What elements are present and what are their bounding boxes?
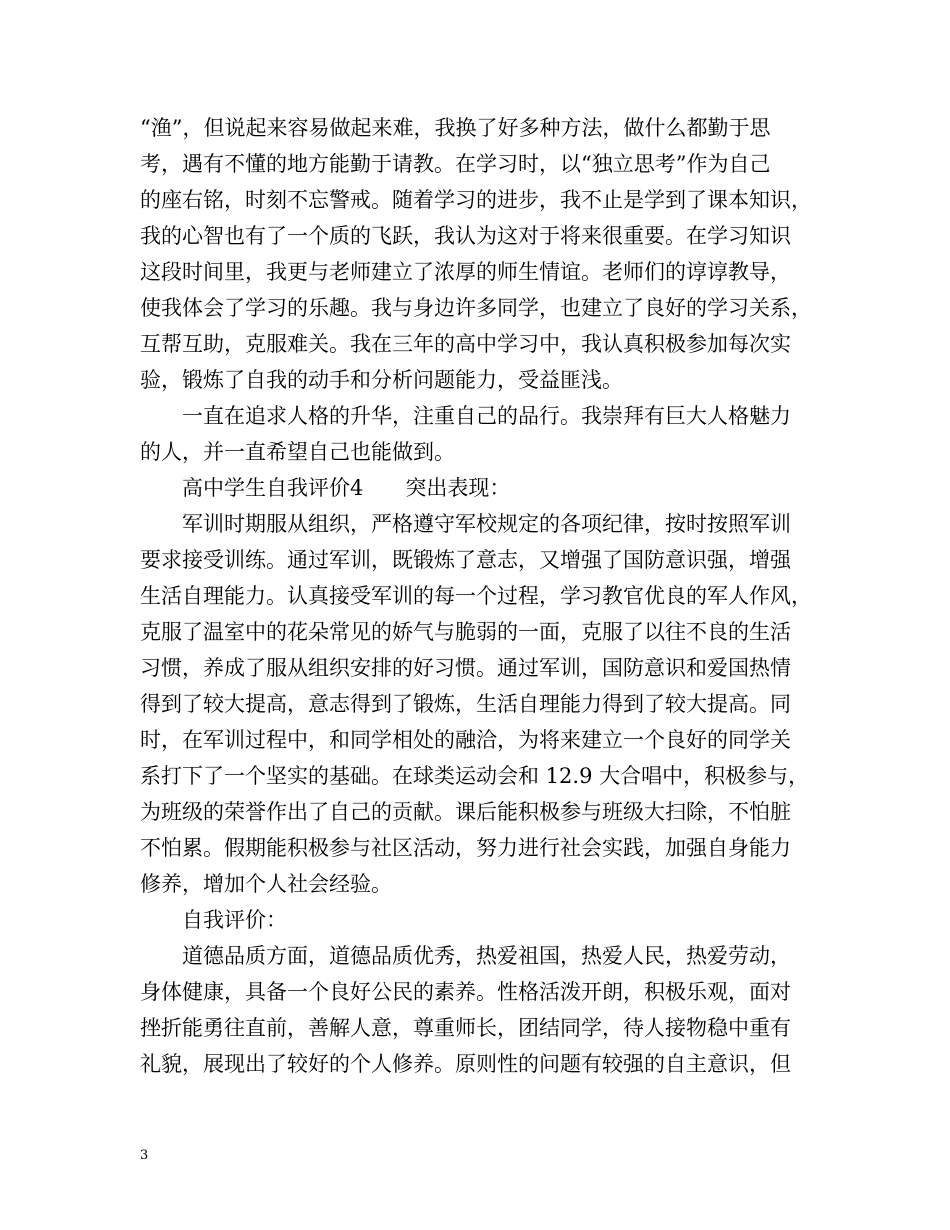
section-heading: 高中学生自我评价4 突出表现： (182, 476, 511, 500)
text-line: 的座右铭，时刻不忘警戒。随着学习的进步，我不止是学到了课本知识， (140, 188, 812, 212)
text-line: 我的心智也有了一个质的飞跃，我认为这对于将来很重要。在学习知识 (140, 224, 791, 248)
text-line: 时，在军训过程中，和同学相处的融洽，为将来建立一个良好的同学关 (140, 728, 791, 752)
text-line: 为班级的荣誉作出了自己的贡献。课后能积极参与班级大扫除，不怕脏 (140, 800, 791, 824)
text-line: 不怕累。假期能积极参与社区活动，努力进行社会实践，加强自身能力 (140, 836, 791, 860)
text-line: 礼貌，展现出了较好的个人修养。原则性的问题有较强的自主意识，但 (140, 1052, 791, 1076)
text-line: 要求接受训练。通过军训，既锻炼了意志，又增强了国防意识强，增强 (140, 548, 791, 572)
text-line: 使我体会了学习的乐趣。我与身边许多同学，也建立了良好的学习关系， (140, 296, 812, 320)
page-number: 3 (140, 1148, 149, 1163)
text-line: “渔”，但说起来容易做起来难，我换了好多种方法，做什么都勤于思 (140, 116, 771, 140)
text-line: 系打下了一个坚实的基础。在球类运动会和 12.9 大合唱中，积极参与， (140, 764, 810, 788)
text-line: 克服了温室中的花朵常见的娇气与脆弱的一面，克服了以往不良的生活 (140, 620, 791, 644)
text-line: 身体健康，具备一个良好公民的素养。性格活泼开朗，积极乐观，面对 (140, 980, 791, 1004)
text-line: 挫折能勇往直前，善解人意，尊重师长，团结同学，待人接物稳中重有 (140, 1016, 791, 1040)
text-line: 互帮互助，克服难关。我在三年的高中学习中，我认真积极参加每次实 (140, 332, 791, 356)
section-heading: 自我评价： (182, 908, 287, 932)
paragraph-first-line: 一直在追求人格的升华，注重自己的品行。我崇拜有巨大人格魅力 (182, 404, 791, 428)
text-line: 的人，并一直希望自己也能做到。 (140, 440, 455, 464)
text-line: 验，锻炼了自我的动手和分析问题能力，受益匪浅。 (140, 368, 623, 392)
text-line: 修养，增加个人社会经验。 (140, 872, 392, 896)
text-line: 得到了较大提高，意志得到了锻炼，生活自理能力得到了较大提高。同 (140, 692, 791, 716)
paragraph-first-line: 道德品质方面，道德品质优秀，热爱祖国，热爱人民，热爱劳动， (182, 944, 791, 968)
paragraph-first-line: 军训时期服从组织，严格遵守军校规定的各项纪律，按时按照军训 (182, 512, 791, 536)
text-line: 考，遇有不懂的地方能勤于请教。在学习时，以“独立思考”作为自己 (140, 152, 771, 176)
text-line: 习惯，养成了服从组织安排的好习惯。通过军训，国防意识和爱国热情 (140, 656, 791, 680)
text-line: 生活自理能力。认真接受军训的每一个过程，学习教官优良的军人作风， (140, 584, 812, 608)
text-line: 这段时间里，我更与老师建立了浓厚的师生情谊。老师们的谆谆教导， (140, 260, 791, 284)
